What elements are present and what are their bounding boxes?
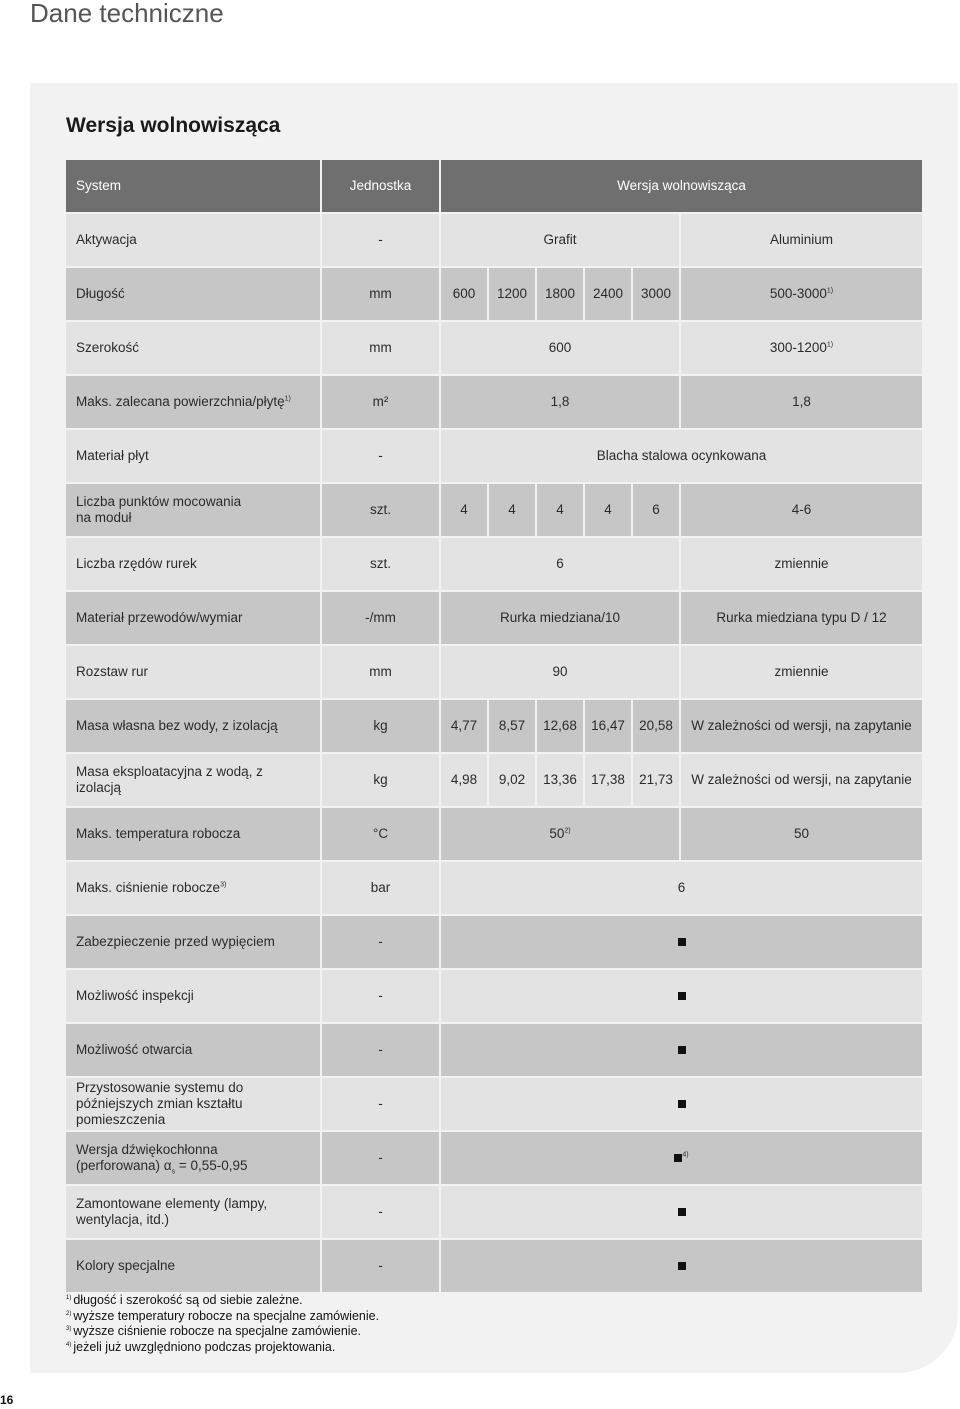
value-cell: 4 bbox=[585, 484, 631, 536]
table-row bbox=[66, 916, 922, 968]
table-row bbox=[66, 700, 922, 752]
page-number: 16 bbox=[0, 1393, 14, 1407]
value-cell: 600 bbox=[441, 268, 487, 320]
row-label: Masa eksploatacyjna z wodą, z izolacją bbox=[66, 754, 320, 806]
row-label: Zamontowane elementy (lampy, wentylacja, itd.) bbox=[66, 1186, 320, 1238]
value-cell bbox=[441, 970, 922, 1022]
value-cell: 20,58 bbox=[633, 700, 679, 752]
row-label: Zabezpieczenie przed wypięciem bbox=[66, 916, 320, 968]
value-cell: 4 bbox=[537, 484, 583, 536]
square-bullet-icon bbox=[678, 938, 686, 946]
value-cell: 90 bbox=[441, 646, 679, 698]
table-row bbox=[66, 1132, 922, 1184]
row-unit: bar bbox=[322, 862, 439, 914]
value-cell: 50 bbox=[681, 808, 922, 860]
value-cell: zmiennie bbox=[681, 538, 922, 590]
row-label: Liczba rzędów rurek bbox=[66, 538, 320, 590]
header-unit: Jednostka bbox=[322, 160, 439, 212]
value-cell: Rurka miedziana/10 bbox=[441, 592, 679, 644]
spec-table bbox=[64, 158, 924, 1294]
section-title: Wersja wolnowisząca bbox=[66, 114, 281, 137]
row-unit: - bbox=[322, 1078, 439, 1130]
table-row bbox=[66, 1186, 922, 1238]
table-row bbox=[66, 808, 922, 860]
value-cell: 50$^{2)}$ bbox=[441, 808, 679, 860]
row-unit: - bbox=[322, 916, 439, 968]
square-bullet-icon bbox=[678, 1046, 686, 1054]
value-cell: 8,57 bbox=[489, 700, 535, 752]
row-unit: mm bbox=[322, 322, 439, 374]
value-cell: 500-3000$^{1)}$ bbox=[681, 268, 922, 320]
table-row bbox=[66, 862, 922, 914]
row-label: Możliwość otwarcia bbox=[66, 1024, 320, 1076]
header-system: System bbox=[66, 160, 320, 212]
value-cell bbox=[441, 916, 922, 968]
row-unit: - bbox=[322, 1186, 439, 1238]
row-unit: - bbox=[322, 1024, 439, 1076]
footnote: $^{3)}$ wyższe ciśnienie robocze na specjalne zamówienie. bbox=[66, 1324, 361, 1339]
value-cell: Rurka miedziana typu D / 12 bbox=[681, 592, 922, 644]
row-label: Przystosowanie systemu do późniejszych zmian kształtu pomieszczenia bbox=[66, 1078, 320, 1130]
footnotes bbox=[66, 1293, 379, 1356]
row-label: Maks. temperatura robocza bbox=[66, 808, 320, 860]
row-unit: - bbox=[322, 970, 439, 1022]
table-row bbox=[66, 322, 922, 374]
row-label: Aktywacja bbox=[66, 214, 320, 266]
value-cell bbox=[441, 1078, 922, 1130]
table-row bbox=[66, 1024, 922, 1076]
table-row bbox=[66, 754, 922, 806]
value-cell bbox=[441, 1024, 922, 1076]
value-cell: 3000 bbox=[633, 268, 679, 320]
value-cell: 6 bbox=[441, 862, 922, 914]
value-cell: 4) bbox=[441, 1132, 922, 1184]
row-label: Maks. zalecana powierzchnia/płytę$^{1)}$ bbox=[66, 376, 320, 428]
value-graphite: Grafit bbox=[441, 214, 679, 266]
row-unit: - bbox=[322, 430, 439, 482]
value-cell: 4 bbox=[441, 484, 487, 536]
value-cell: 4,77 bbox=[441, 700, 487, 752]
square-bullet-icon bbox=[678, 1208, 686, 1216]
row-unit: -/mm bbox=[322, 592, 439, 644]
table-row bbox=[66, 538, 922, 590]
row-label: Maks. ciśnienie robocze$^{3)}$ bbox=[66, 862, 320, 914]
row-label: Rozstaw rur bbox=[66, 646, 320, 698]
row-label: Materiał przewodów/wymiar bbox=[66, 592, 320, 644]
row-unit: mm bbox=[322, 646, 439, 698]
value-cell: 16,47 bbox=[585, 700, 631, 752]
row-unit: szt. bbox=[322, 538, 439, 590]
row-unit: kg bbox=[322, 700, 439, 752]
table-row bbox=[66, 1240, 922, 1292]
row-unit: szt. bbox=[322, 484, 439, 536]
square-bullet-icon bbox=[678, 992, 686, 1000]
table-row bbox=[66, 646, 922, 698]
value-cell: 17,38 bbox=[585, 754, 631, 806]
table-row bbox=[66, 430, 922, 482]
table-row bbox=[66, 376, 922, 428]
footnote: $^{2)}$ wyższe temperatury robocze na specjalne zamówienie. bbox=[66, 1308, 380, 1323]
value-aluminium: Aluminium bbox=[681, 214, 922, 266]
value-cell: 6 bbox=[633, 484, 679, 536]
row-unit: °C bbox=[322, 808, 439, 860]
row-unit: kg bbox=[322, 754, 439, 806]
table-row bbox=[66, 1078, 922, 1130]
value-cell: 600 bbox=[441, 322, 679, 374]
value-cell: 4,98 bbox=[441, 754, 487, 806]
table-row bbox=[66, 592, 922, 644]
table-row bbox=[66, 484, 922, 536]
table-header bbox=[66, 160, 922, 212]
page-title: Dane techniczne bbox=[30, 0, 224, 28]
value-cell: 1200 bbox=[489, 268, 535, 320]
value-cell: 1800 bbox=[537, 268, 583, 320]
row-label: Liczba punktów mocowania na moduł bbox=[66, 484, 320, 536]
value-cell: 2400 bbox=[585, 268, 631, 320]
table-row bbox=[66, 970, 922, 1022]
row-label: Szerokość bbox=[66, 322, 320, 374]
header-version: Wersja wolnowisząca bbox=[441, 160, 922, 212]
value-cell: 1,8 bbox=[441, 376, 679, 428]
value-cell: 13,36 bbox=[537, 754, 583, 806]
value-cell: Blacha stalowa ocynkowana bbox=[441, 430, 922, 482]
row-label: Kolory specjalne bbox=[66, 1240, 320, 1292]
value-cell: 1,8 bbox=[681, 376, 922, 428]
value-cell: 300-1200$^{1)}$ bbox=[681, 322, 922, 374]
row-label: Możliwość inspekcji bbox=[66, 970, 320, 1022]
square-bullet-icon bbox=[678, 1100, 686, 1108]
value-cell: W zależności od wersji, na zapytanie bbox=[681, 754, 922, 806]
value-cell: zmiennie bbox=[681, 646, 922, 698]
value-cell: 6 bbox=[441, 538, 679, 590]
row-label: Materiał płyt bbox=[66, 430, 320, 482]
footnote: $^{1)}$ długość i szerokość są od siebie zależne. bbox=[66, 1293, 303, 1307]
row-unit: mm bbox=[322, 268, 439, 320]
value-cell: 21,73 bbox=[633, 754, 679, 806]
footnote: $^{4)}$ jeżeli już uwzględniono podczas projektowania. bbox=[66, 1340, 336, 1355]
value-cell: 4-6 bbox=[681, 484, 922, 536]
row-unit: - bbox=[322, 1132, 439, 1184]
row-unit: - bbox=[322, 1240, 439, 1292]
value-cell: 4 bbox=[489, 484, 535, 536]
row-unit: m² bbox=[322, 376, 439, 428]
square-bullet-icon bbox=[678, 1262, 686, 1270]
value-cell bbox=[441, 1186, 922, 1238]
table-row bbox=[66, 214, 922, 266]
table-row bbox=[66, 268, 922, 320]
value-cell: 12,68 bbox=[537, 700, 583, 752]
row-unit: - bbox=[322, 214, 439, 266]
value-cell: 9,02 bbox=[489, 754, 535, 806]
value-cell: W zależności od wersji, na zapytanie bbox=[681, 700, 922, 752]
row-label: Wersja dźwiękochłonna (perforowana) $\alpha_s = 0,55-0,95$ bbox=[66, 1132, 320, 1184]
row-label: Długość bbox=[66, 268, 320, 320]
value-cell bbox=[441, 1240, 922, 1292]
row-label: Masa własna bez wody, z izolacją bbox=[66, 700, 320, 752]
